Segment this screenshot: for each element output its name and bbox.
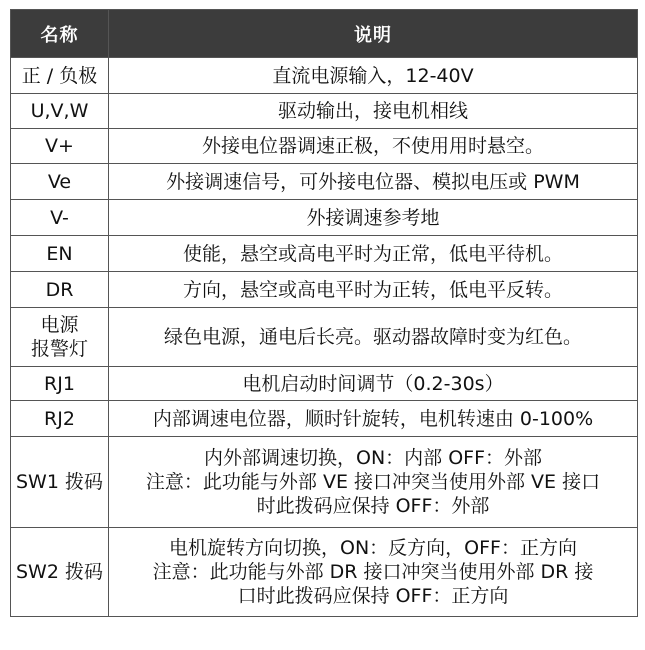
row-name: SW2 拨码 (11, 528, 109, 617)
row-description: 内外部调速切换，ON：内部 OFF：外部 注意：此功能与外部 VE 接口冲突当使用外部 VE 接口 时此拨码应保持 OFF：外部 (109, 437, 638, 528)
table-row (11, 528, 638, 617)
row-description: 内部调速电位器，顺时针旋转，电机转速由 0-100% (109, 401, 638, 437)
row-name: V+ (11, 129, 109, 164)
row-name: SW1 拨码 (11, 437, 109, 528)
row-name: RJ2 (11, 401, 109, 437)
row-name: V- (11, 200, 109, 236)
row-description: 驱动输出，接电机相线 (109, 94, 638, 129)
row-description: 绿色电源，通电后长亮。驱动器故障时变为红色。 (109, 308, 638, 367)
row-description: 直流电源输入，12-40V (109, 58, 638, 94)
row-name: RJ1 (11, 367, 109, 401)
row-name: Ve (11, 164, 109, 200)
row-description: 外接调速参考地 (109, 200, 638, 236)
table-row (11, 129, 638, 164)
row-description: 外接电位器调速正极，不使用用时悬空。 (109, 129, 638, 164)
row-name: 电源 报警灯 (11, 308, 109, 367)
header-name: 名称 (11, 10, 109, 58)
row-description: 电机启动时间调节（0.2-30s） (109, 367, 638, 401)
table-row (11, 236, 638, 272)
row-name: EN (11, 236, 109, 272)
table-row (11, 164, 638, 200)
row-name: DR (11, 272, 109, 308)
header-row (11, 10, 638, 58)
table-row (11, 367, 638, 401)
row-description: 电机旋转方向切换，ON：反方向，OFF：正方向 注意：此功能与外部 DR 接口冲突当使用外部 DR 接 口时此拨码应保持 OFF：正方向 (109, 528, 638, 617)
row-description: 外接调速信号，可外接电位器、模拟电压或 PWM (109, 164, 638, 200)
table-row (11, 94, 638, 129)
table-row (11, 437, 638, 528)
spec-table (10, 9, 638, 617)
table-row (11, 200, 638, 236)
header-description: 说明 (109, 10, 638, 58)
table-row (11, 308, 638, 367)
row-description: 方向，悬空或高电平时为正转，低电平反转。 (109, 272, 638, 308)
table-row (11, 401, 638, 437)
row-name: 正 / 负极 (11, 58, 109, 94)
table-row (11, 58, 638, 94)
row-description: 使能，悬空或高电平时为正常，低电平待机。 (109, 236, 638, 272)
table-row (11, 272, 638, 308)
row-name: U,V,W (11, 94, 109, 129)
